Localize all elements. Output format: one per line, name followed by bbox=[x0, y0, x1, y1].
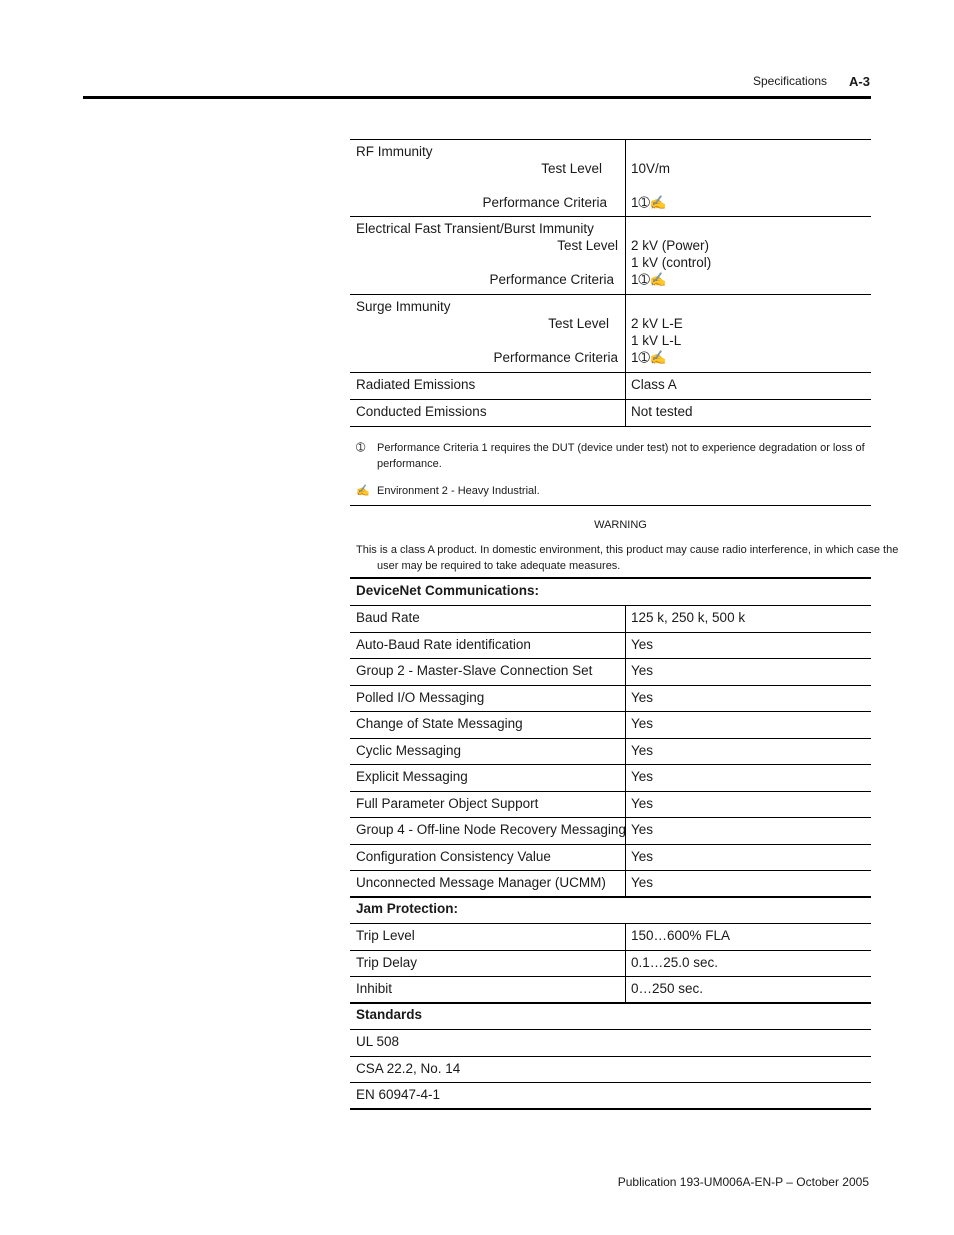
table-row bbox=[350, 686, 871, 713]
rf-test-level-value: 10V/m bbox=[631, 161, 671, 176]
row-label: Polled I/O Messaging bbox=[356, 689, 485, 705]
row-value: Yes bbox=[631, 822, 654, 837]
conducted-emissions-row bbox=[350, 400, 871, 427]
column-divider bbox=[625, 140, 626, 216]
warning-title: WARNING bbox=[594, 519, 647, 531]
eft-immunity-title: Electrical Fast Transient/Burst Immunity bbox=[356, 221, 594, 236]
row-label: Auto-Baud Rate identification bbox=[356, 636, 531, 652]
standards-table bbox=[350, 1004, 871, 1110]
row-value: Yes bbox=[631, 636, 654, 652]
row-label: Group 4 - Off-line Node Recovery Messaging bbox=[356, 822, 626, 837]
surge-immunity-title: Surge Immunity bbox=[356, 299, 451, 314]
header-rule bbox=[83, 96, 871, 99]
surge-test-level-label: Test Level bbox=[548, 316, 609, 331]
row-value: Yes bbox=[631, 875, 654, 890]
row-label: Explicit Messaging bbox=[356, 769, 468, 784]
column-divider bbox=[625, 373, 626, 399]
table-row bbox=[350, 765, 871, 792]
eft-immunity-row bbox=[350, 217, 871, 295]
row-label: Configuration Consistency Value bbox=[356, 848, 551, 864]
table-row bbox=[350, 633, 871, 660]
table-row bbox=[350, 871, 871, 898]
table-row bbox=[350, 1083, 871, 1110]
column-divider bbox=[625, 606, 626, 632]
row-label: Trip Level bbox=[356, 928, 415, 943]
running-header-section: Specifications bbox=[753, 74, 828, 88]
footnote-2-symbol: ✍ bbox=[356, 485, 370, 497]
row-label: Inhibit bbox=[356, 981, 393, 996]
table-row bbox=[350, 659, 871, 686]
table-row bbox=[350, 712, 871, 739]
row-value: Yes bbox=[631, 742, 654, 758]
column-divider bbox=[625, 845, 626, 871]
row-value: Yes bbox=[631, 795, 654, 811]
column-divider bbox=[625, 951, 626, 977]
row-value: 0.1…25.0 sec. bbox=[631, 954, 719, 970]
surge-immunity-row bbox=[350, 295, 871, 373]
footnotes bbox=[350, 440, 871, 506]
radiated-emissions-row bbox=[350, 373, 871, 400]
surge-performance-value: 1➀✍ bbox=[631, 350, 667, 365]
warning-text-cont: user may be required to take adequate measures. bbox=[377, 560, 621, 572]
jam-title: Jam Protection: bbox=[356, 901, 459, 916]
row-label: Cyclic Messaging bbox=[356, 742, 462, 758]
table-row bbox=[350, 1057, 871, 1084]
table-row bbox=[350, 792, 871, 819]
column-divider bbox=[625, 633, 626, 659]
jam-protection-table bbox=[350, 897, 871, 1004]
warning-text: This is a class A product. In domestic environment, this product may cause radio interference, in which case the bbox=[356, 544, 899, 556]
rf-immunity-row bbox=[350, 140, 871, 217]
row-label: CSA 22.2, No. 14 bbox=[356, 1060, 461, 1076]
row-label: Change of State Messaging bbox=[356, 716, 523, 731]
jam-title-row bbox=[350, 897, 871, 924]
surge-performance-label: Performance Criteria bbox=[493, 350, 618, 365]
rf-test-level-label: Test Level bbox=[541, 161, 602, 176]
table-row bbox=[350, 845, 871, 872]
footnote-1-text: Performance Criteria 1 requires the DUT (device under test) not to experience degradation or loss of bbox=[377, 442, 865, 454]
table-row bbox=[350, 951, 871, 978]
column-divider bbox=[625, 924, 626, 950]
devicenet-title: DeviceNet Communications: bbox=[356, 583, 540, 598]
standards-title: Standards bbox=[356, 1007, 423, 1022]
eft-test-level-value-1: 2 kV (Power) bbox=[631, 238, 710, 253]
row-label: Baud Rate bbox=[356, 610, 420, 625]
table-row bbox=[350, 1030, 871, 1057]
emc-table bbox=[350, 139, 871, 427]
table-row bbox=[350, 924, 871, 951]
column-divider bbox=[625, 686, 626, 712]
devicenet-title-row bbox=[350, 579, 871, 606]
conducted-emissions-label: Conducted Emissions bbox=[356, 404, 487, 419]
table-row bbox=[350, 977, 871, 1004]
devicenet-table bbox=[350, 577, 871, 897]
table-row bbox=[350, 739, 871, 766]
row-label: Full Parameter Object Support bbox=[356, 795, 539, 811]
row-label: Unconnected Message Manager (UCMM) bbox=[356, 875, 606, 890]
column-divider bbox=[625, 765, 626, 791]
publication-footer: Publication 193-UM006A-EN-P – October 2005 bbox=[617, 1175, 869, 1189]
eft-performance-label: Performance Criteria bbox=[489, 272, 614, 287]
eft-performance-value: 1➀✍ bbox=[631, 272, 667, 287]
page-number: A-3 bbox=[849, 74, 870, 89]
surge-test-level-value-2: 1 kV L-L bbox=[631, 333, 682, 348]
footnote-2-text: Environment 2 - Heavy Industrial. bbox=[377, 485, 540, 497]
column-divider bbox=[625, 871, 626, 896]
table-row bbox=[350, 606, 871, 633]
eft-test-level-value-2: 1 kV (control) bbox=[631, 255, 712, 270]
column-divider bbox=[625, 659, 626, 685]
row-value: 0…250 sec. bbox=[631, 981, 704, 996]
row-value: Yes bbox=[631, 769, 654, 784]
row-value: Yes bbox=[631, 663, 654, 678]
column-divider bbox=[625, 217, 626, 294]
row-value: Yes bbox=[631, 848, 654, 864]
column-divider bbox=[625, 792, 626, 818]
row-value: Yes bbox=[631, 716, 654, 731]
column-divider bbox=[625, 712, 626, 738]
footnote-1-text-cont: performance. bbox=[377, 458, 442, 470]
conducted-emissions-value: Not tested bbox=[631, 404, 693, 419]
table-row bbox=[350, 818, 871, 845]
footnote-1-symbol: ➀ bbox=[356, 442, 366, 454]
radiated-emissions-value: Class A bbox=[631, 377, 677, 392]
row-label: Trip Delay bbox=[356, 954, 418, 970]
row-label: UL 508 bbox=[356, 1034, 400, 1049]
rf-immunity-title: RF Immunity bbox=[356, 144, 433, 159]
rf-performance-label: Performance Criteria bbox=[482, 195, 607, 210]
standards-title-row bbox=[350, 1004, 871, 1030]
row-value: 125 k, 250 k, 500 k bbox=[631, 610, 746, 625]
column-divider bbox=[625, 400, 626, 426]
row-label: EN 60947-4-1 bbox=[356, 1087, 441, 1102]
footnote-rule bbox=[350, 505, 871, 506]
column-divider bbox=[625, 977, 626, 1002]
radiated-emissions-label: Radiated Emissions bbox=[356, 377, 476, 392]
eft-test-level-label: Test Level bbox=[557, 238, 618, 253]
row-label: Group 2 - Master-Slave Connection Set bbox=[356, 663, 593, 678]
column-divider bbox=[625, 295, 626, 372]
column-divider bbox=[625, 739, 626, 765]
row-value: Yes bbox=[631, 689, 654, 705]
row-value: 150…600% FLA bbox=[631, 928, 731, 943]
surge-test-level-value-1: 2 kV L-E bbox=[631, 316, 683, 331]
warning-block bbox=[350, 517, 899, 577]
rf-performance-value: 1➀✍ bbox=[631, 195, 667, 210]
